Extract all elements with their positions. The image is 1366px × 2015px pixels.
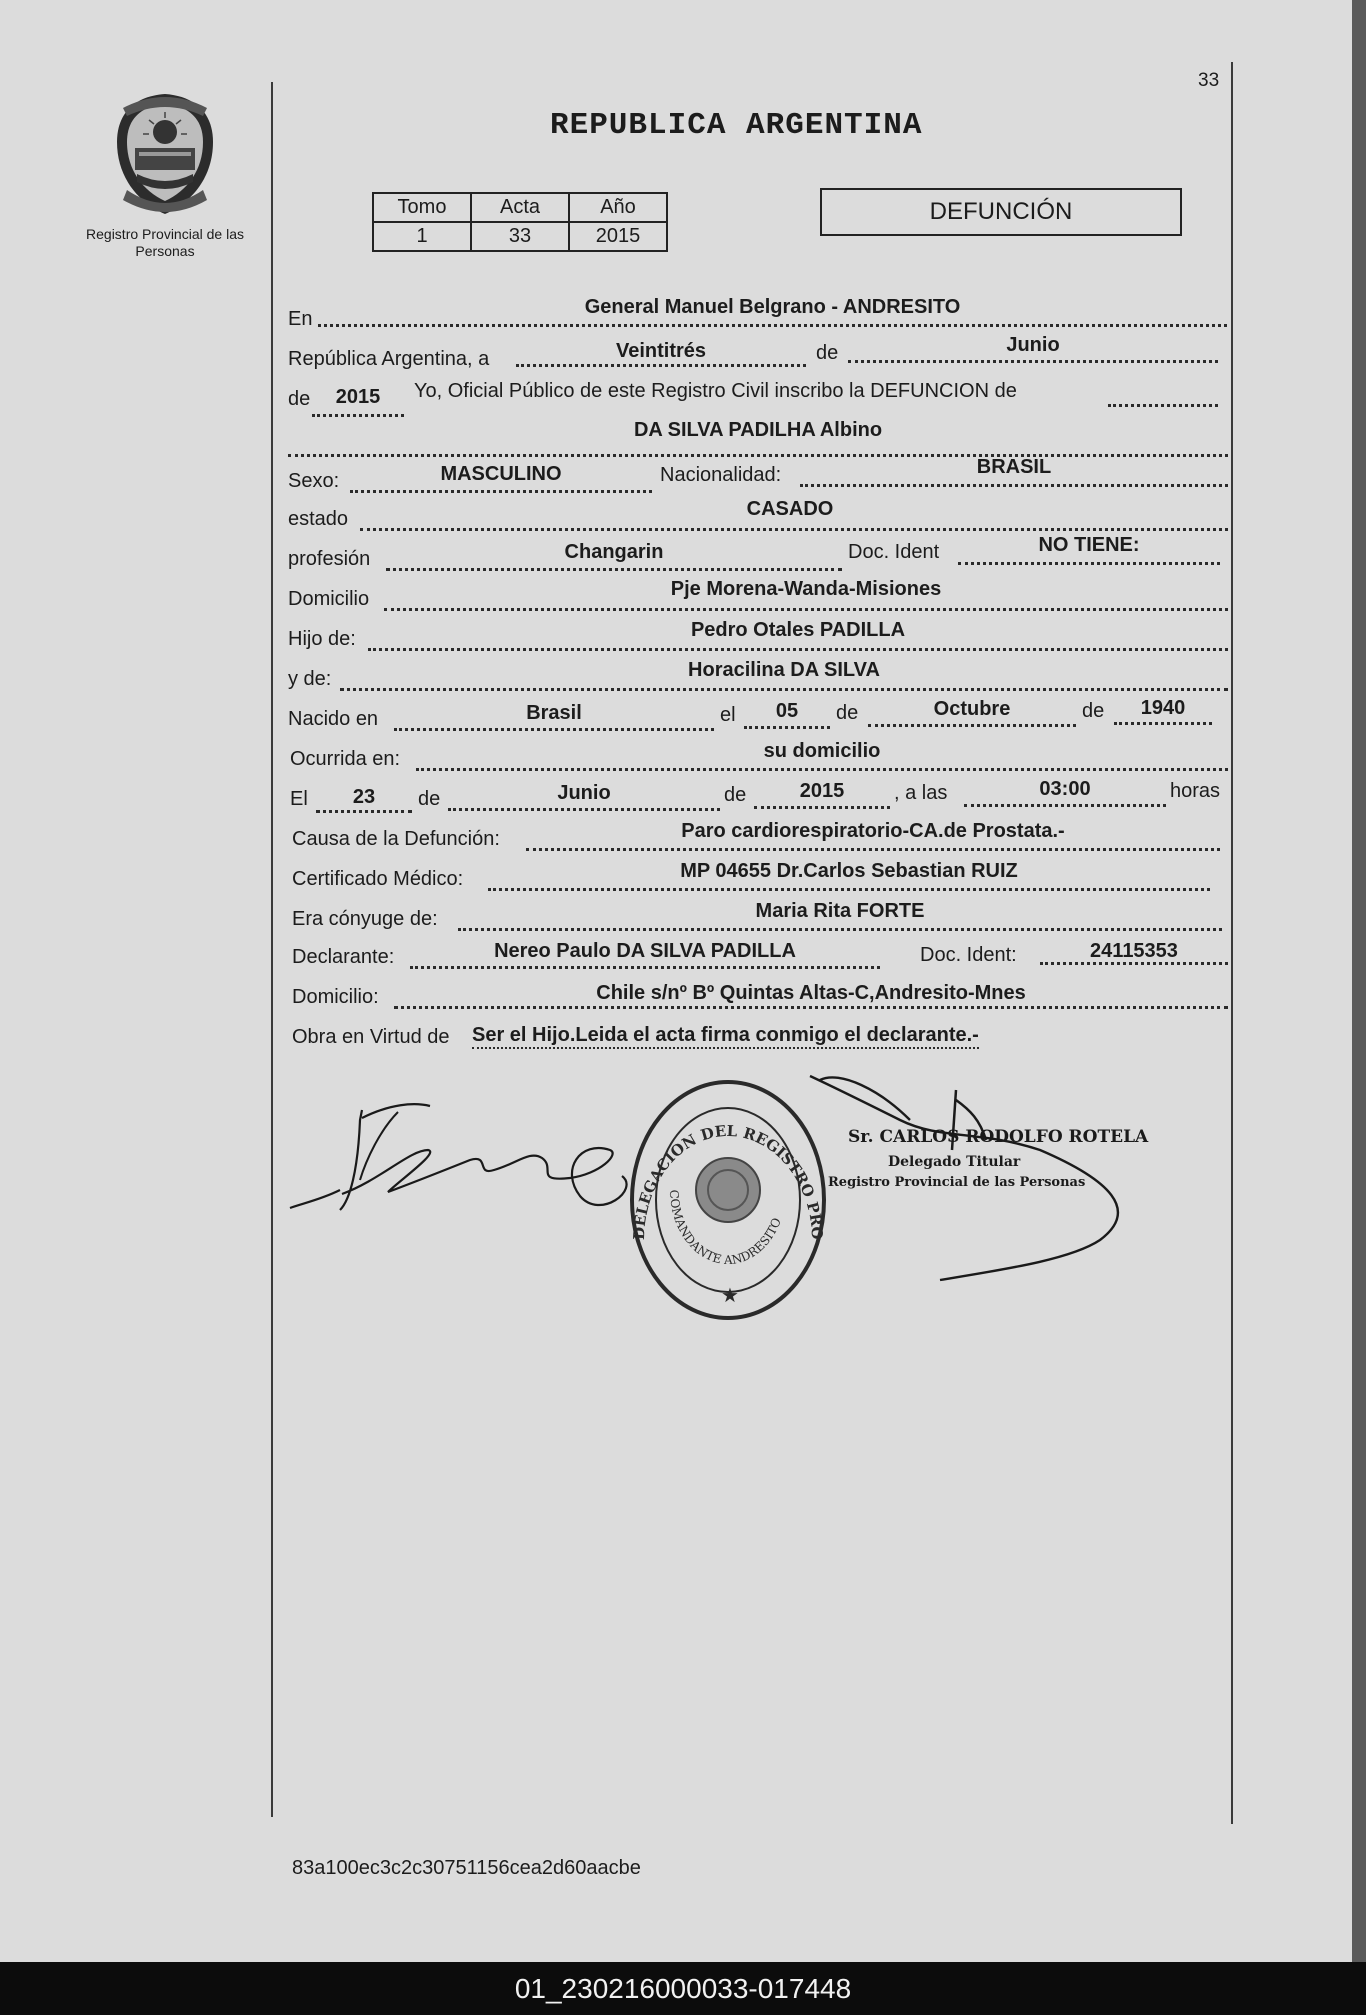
republica-label: República Argentina, a: [288, 348, 490, 370]
declarant-address-value: Chile s/nº Bº Quintas Altas-C,Andresito-Mnes: [596, 982, 1026, 1004]
register-value-row: [373, 222, 667, 251]
y-de-label: y de:: [288, 668, 332, 690]
acta-header: Acta: [471, 193, 569, 222]
horas-label: horas: [1170, 780, 1221, 802]
estado-label: estado: [288, 508, 349, 530]
de-label-3: de: [836, 702, 859, 724]
scan-edge: [1352, 0, 1366, 1962]
right-margin-line: [1231, 62, 1233, 1824]
doc-ident-label-2: Doc. Ident:: [920, 944, 1017, 966]
death-year-value: 2015: [799, 780, 845, 802]
stamp-ring-text: DELEGACION DEL REGISTRO PRO: [629, 1121, 827, 1241]
deceased-name-value: DA SILVA PADILHA Albino: [633, 419, 883, 441]
month-value: Junio: [1006, 334, 1060, 356]
stamp-inner-text: COMANDANTE ANDRESITO: [666, 1189, 784, 1268]
sexo-value: MASCULINO: [440, 463, 562, 485]
left-margin-line: [271, 82, 273, 1817]
declarant-signature: [290, 1104, 627, 1210]
tomo-header: Tomo: [373, 193, 471, 222]
stamp-star-icon: ★: [721, 1285, 739, 1307]
page-number: 33: [1198, 70, 1220, 91]
birthplace-value: Brasil: [526, 702, 582, 724]
domicilio-label-2: Domicilio:: [292, 986, 379, 1008]
en-label: En: [288, 308, 313, 330]
causa-label: Causa de la Defunción:: [292, 828, 500, 850]
birth-year-value: 1940: [1140, 697, 1186, 719]
de-label-5: de: [418, 788, 441, 810]
province-seal-icon: [109, 90, 221, 218]
locality-value: General Manuel Belgrano - ANDRESITO: [584, 296, 961, 318]
sexo-label: Sexo:: [288, 470, 340, 492]
de-label-2: de: [288, 388, 311, 410]
certificate-value: MP 04655 Dr.Carlos Sebastian RUIZ: [680, 860, 1018, 882]
register-header-row: [373, 193, 667, 222]
a-las-label: , a las: [894, 782, 948, 804]
year-value: 2015: [335, 386, 381, 408]
register-table: [372, 192, 668, 252]
el-cap-label: El: [290, 788, 308, 810]
doc-ident-label: Doc. Ident: [848, 541, 940, 563]
death-month-value: Junio: [557, 782, 611, 804]
record-type-box: DEFUNCIÓN: [820, 188, 1182, 236]
document-hash: 83a100ec3c2c30751156cea2d60aacbe: [292, 1857, 641, 1879]
el-label: el: [720, 704, 736, 726]
father-value: Pedro Otales PADILLA: [690, 619, 906, 641]
cause-value: Paro cardiorespiratorio-CA.de Prostata.-: [681, 820, 1065, 842]
nacido-label: Nacido en: [288, 708, 379, 730]
registry-stamp: [630, 1082, 826, 1318]
birth-month-value: Octubre: [933, 698, 1011, 720]
de-label-6: de: [724, 784, 747, 806]
signature-area: [280, 1050, 1180, 1340]
estado-value: CASADO: [746, 498, 834, 520]
nacionalidad-value: BRASIL: [976, 456, 1052, 478]
official-name: Sr. CARLOS RODOLFO ROTELA: [848, 1127, 1149, 1147]
obra-label: Obra en Virtud de: [292, 1026, 450, 1048]
anio-value: 2015: [569, 222, 667, 251]
hijo-label: Hijo de:: [288, 628, 356, 650]
profesion-label: profesión: [288, 548, 371, 570]
country-title: REPUBLICA ARGENTINA: [550, 108, 923, 143]
domicilio-label: Domicilio: [288, 588, 370, 610]
inscribe-text: Yo, Oficial Público de este Registro Civil inscribo la DEFUNCION de: [414, 380, 1017, 402]
death-time-value: 03:00: [1039, 778, 1091, 800]
certificado-label: Certificado Médico:: [292, 868, 464, 890]
obra-value: Ser el Hijo.Leida el acta firma conmigo el declarante.-: [472, 1024, 979, 1049]
spouse-value: Maria Rita FORTE: [755, 900, 925, 922]
domicilio-value: Pje Morena-Wanda-Misiones: [670, 578, 942, 600]
conyuge-label: Era cónyuge de:: [292, 908, 438, 930]
birth-day-value: 05: [775, 700, 799, 722]
acta-value: 33: [471, 222, 569, 251]
mother-value: Horacilina DA SILVA: [688, 659, 880, 681]
org-name: Registro Provincial de las Personas: [86, 226, 244, 259]
official-title: Delegado Titular: [888, 1154, 1021, 1170]
doc-ident-value: NO TIENE:: [1038, 534, 1140, 556]
declarante-label: Declarante:: [292, 946, 395, 968]
official-org: Registro Provincial de las Personas: [828, 1175, 1086, 1190]
inscribe-trail-field: [1108, 380, 1218, 407]
profesion-value: Changarin: [564, 541, 664, 563]
anio-header: Año: [569, 193, 667, 222]
stamp-emblem-icon: [696, 1158, 760, 1222]
death-day-value: 23: [352, 786, 376, 808]
nacionalidad-label: Nacionalidad:: [660, 464, 782, 486]
ocurrida-label: Ocurrida en:: [290, 748, 401, 770]
day-words-value: Veintitrés: [615, 340, 707, 362]
declarant-doc-value: 24115353: [1090, 940, 1178, 962]
tomo-value: 1: [373, 222, 471, 251]
scan-id-bar: 01_230216000033-017448: [0, 1962, 1366, 2015]
de-label-4: de: [1082, 700, 1105, 722]
death-place-value: su domicilio: [763, 740, 881, 762]
province-logo-block: [80, 90, 250, 260]
de-label-1: de: [816, 342, 839, 364]
declarant-value: Nereo Paulo DA SILVA PADILLA: [494, 940, 796, 962]
